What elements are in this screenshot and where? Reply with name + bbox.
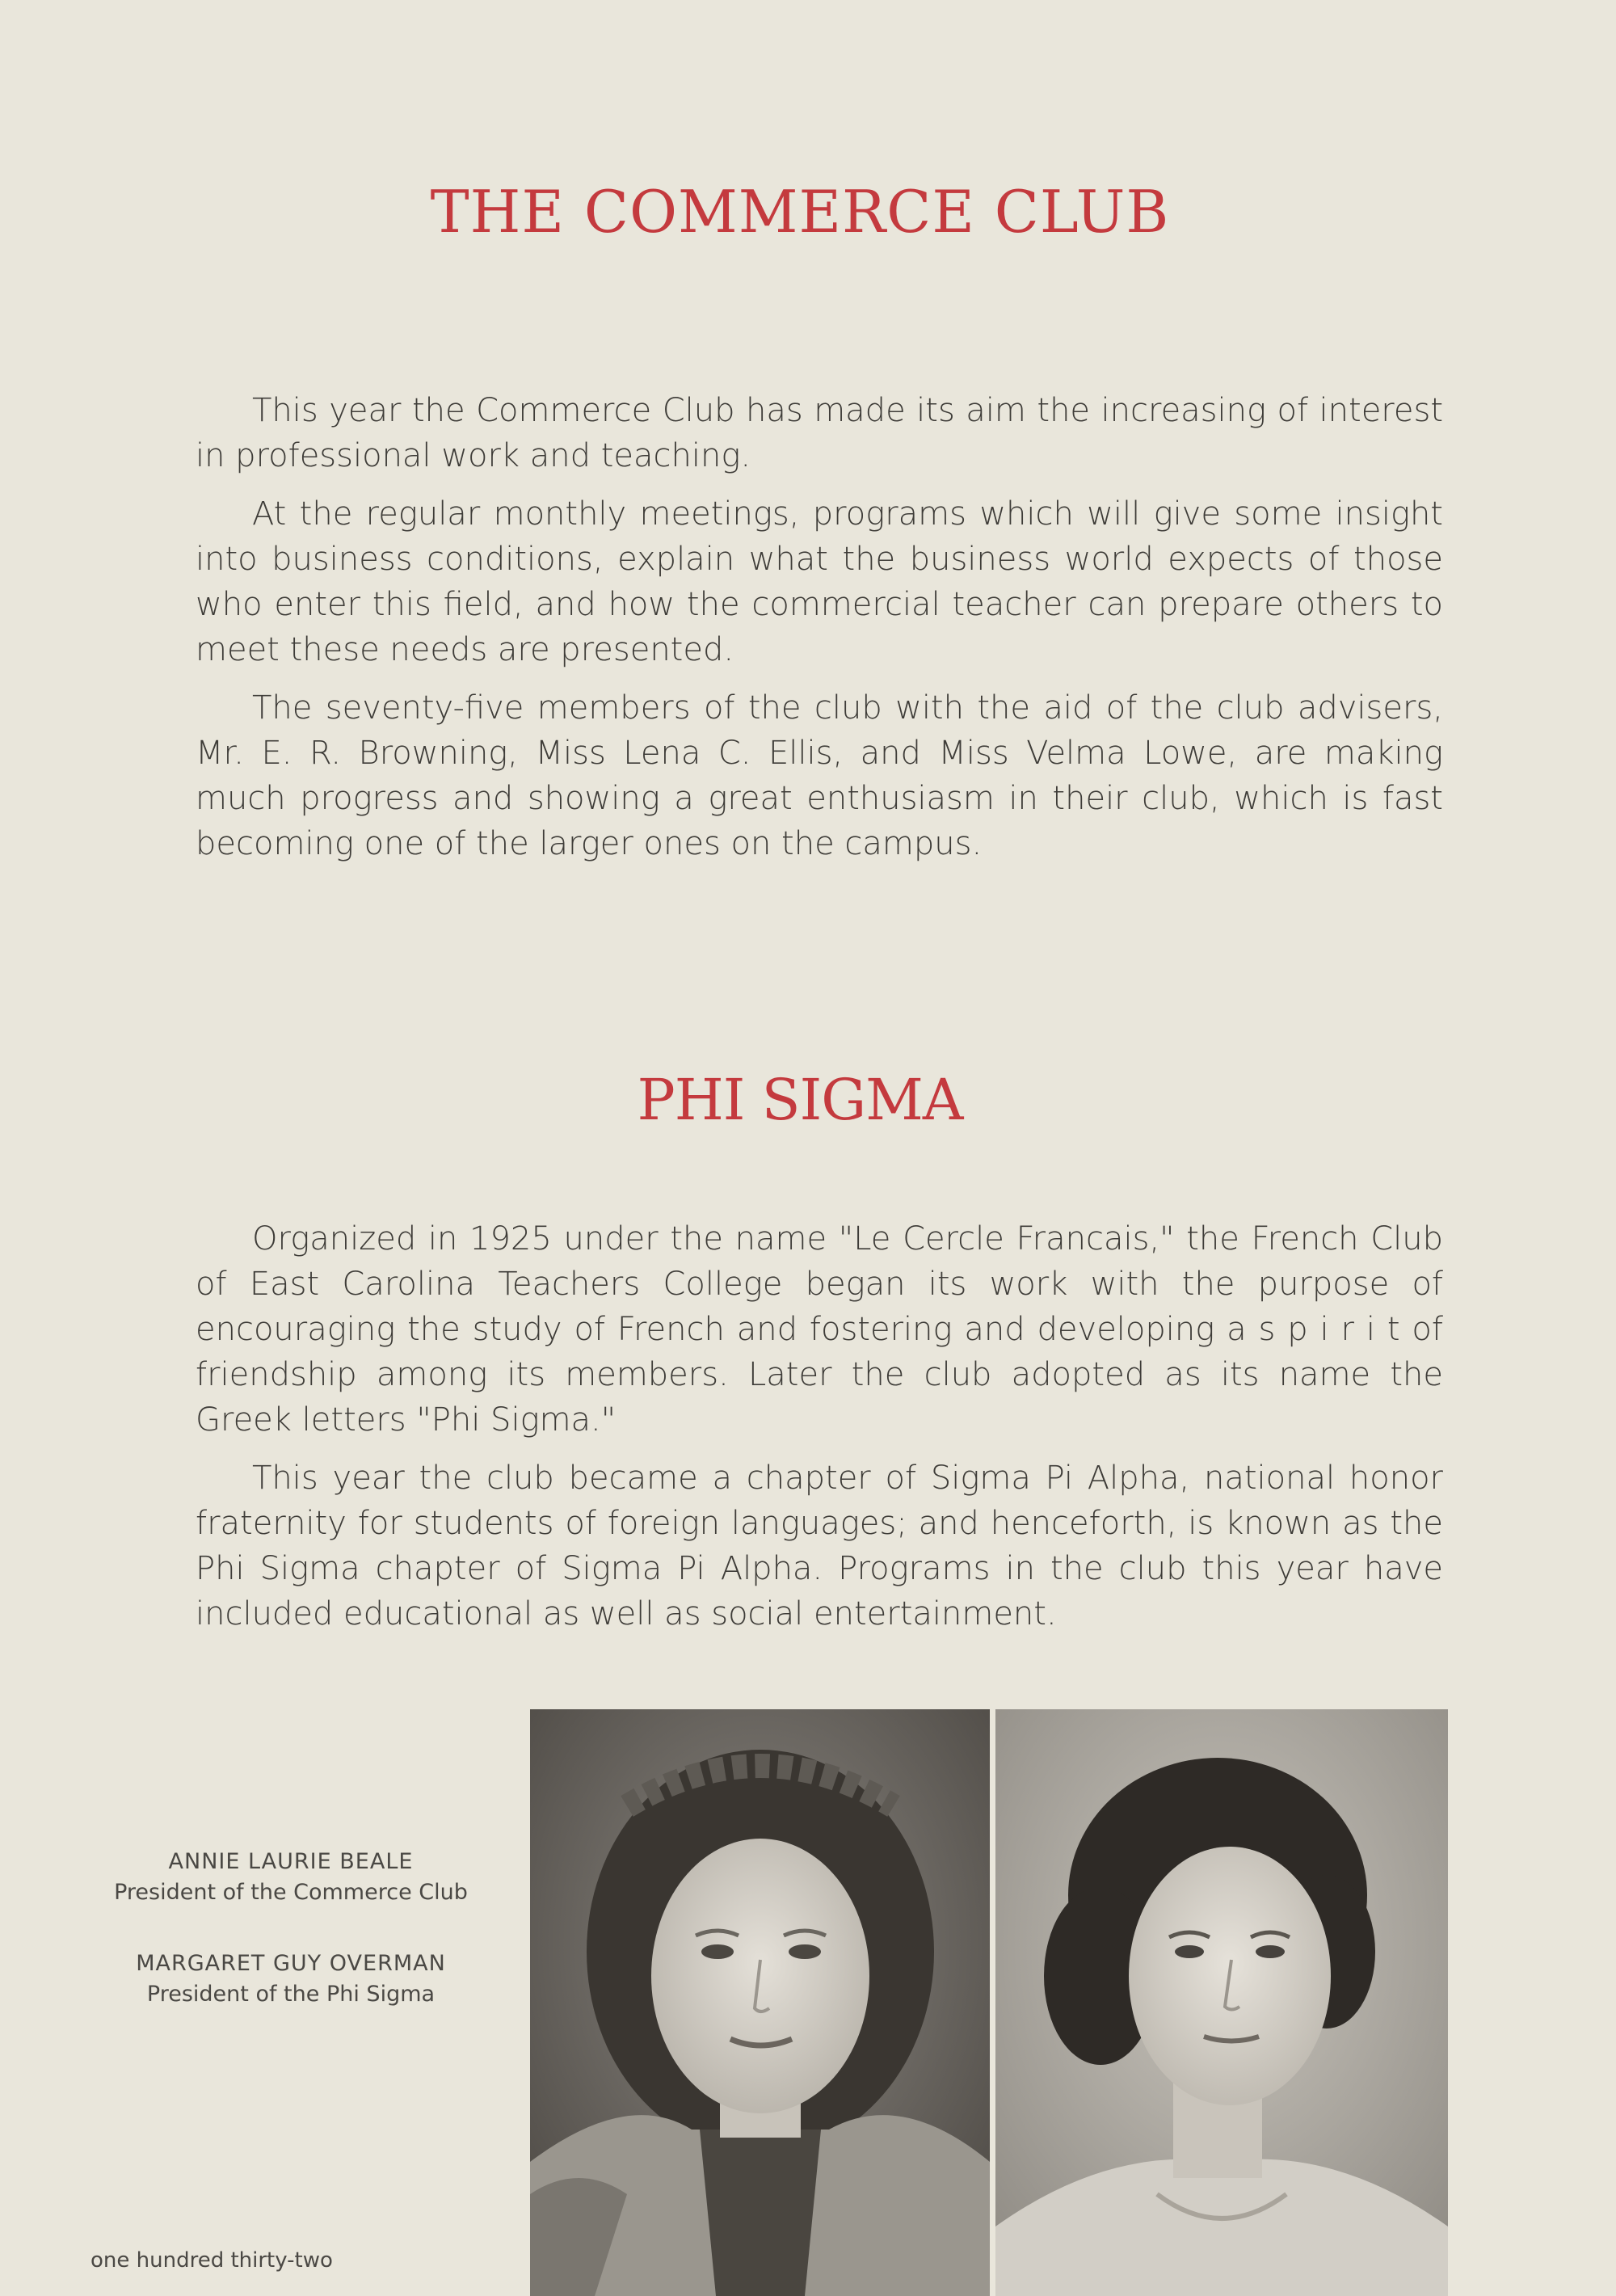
photo-captions	[81, 1847, 501, 2050]
portrait-margaret-guy-overman	[995, 1709, 1448, 2296]
commerce-club-heading: THE COMMERCE CLUB	[430, 178, 1170, 246]
commerce-paragraph: This year the Commerce Club has made its aim the increasing of interest in professional work and teaching.	[196, 392, 1443, 474]
caption-beale	[81, 1847, 501, 1908]
commerce-paragraph: At the regular monthly meetings, programs which will give some insight into business conditions, explain what the business world expects of those who enter this field, and how the commercial teacher can prepare others to meet these needs are presented.	[196, 495, 1443, 668]
portrait-overman-image	[995, 1709, 1448, 2296]
commerce-paragraph: The seventy-five members of the club with the aid of the club advisers, Mr. E. R. Browning, Miss Lena C. Ellis, and Miss Velma Lowe, are making much progress and showing a great enthusiasm in their club, which is fast becoming one of the larger ones on the campus.	[196, 689, 1443, 862]
portrait-beale-image	[530, 1709, 990, 2296]
phi-sigma-heading: PHI SIGMA	[637, 1067, 963, 1133]
caption-name: MARGARET GUY OVERMAN	[136, 1951, 446, 1976]
commerce-club-text	[196, 388, 1443, 879]
caption-overman	[81, 1948, 501, 2010]
page-number: one hundred thirty-two	[90, 2248, 333, 2273]
caption-role: President of the Phi Sigma	[146, 1982, 436, 2007]
caption-name: ANNIE LAURIE BEALE	[168, 1849, 414, 1874]
phi-sigma-paragraph: Organized in 1925 under the name "Le Cercle Francais," the French Club of East Carolina Teachers College began its work with the purpose of encouraging the study of French and fostering and developing a s p i r i t of friendship among its members. Later the club adopted as its name the Greek letters "Phi Sigma."	[196, 1220, 1443, 1439]
phi-sigma-paragraph: This year the club became a chapter of Sigma Pi Alpha, national honor fraternity for students of foreign languages; and henceforth, is known as the Phi Sigma chapter of Sigma Pi Alpha. Programs in the club this year have included educational as well as social entertainment.	[196, 1460, 1443, 1632]
portrait-annie-laurie-beale	[530, 1709, 990, 2296]
phi-sigma-text	[196, 1216, 1443, 1649]
caption-role: President of the Commerce Club	[114, 1880, 468, 1905]
